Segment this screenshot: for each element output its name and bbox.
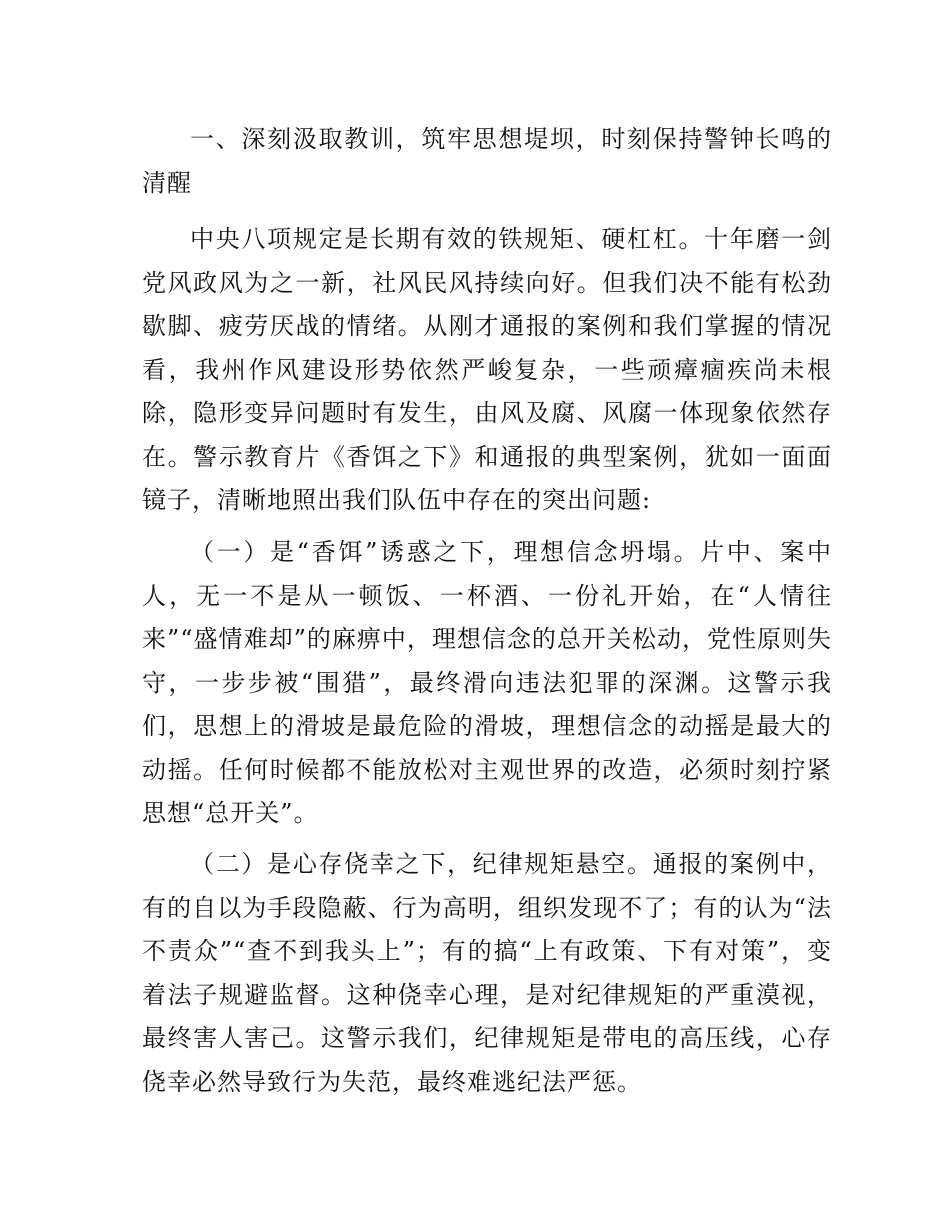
body-paragraph-point-2: （二）是心存侥幸之下，纪律规矩悬空。通报的案例中，有的自以为手段隐蔽、行为高明，组织发现不了；有的认为“法不责众”“查不到我头上”；有的搞“上有政策、下有对策”，变着法子规避监督。这种侥幸心理，是对纪律规矩的严重漠视，最终害人害己。这警示我们，纪律规矩是带电的高压线，心存侥幸必然导致行为失范，最终难逃纪法严惩。 bbox=[142, 850, 832, 1096]
body-paragraph-intro: 中央八项规定是长期有效的铁规矩、硬杠杠。十年磨一剑党风政风为之一新，社风民风持续向好。但我们决不能有松劲歇脚、疲劳厌战的情绪。从刚才通报的案例和我们掌握的情况看，我州作风建设形势依然严峻复杂，一些顽瘴痼疾尚未根除，隐形变异问题时有发生，由风及腐、风腐一体现象依然存在。警示教育片《香饵之下》和通报的典型案例，犹如一面面镜子，清晰地照出我们队伍中存在的突出问题: bbox=[142, 225, 832, 514]
section-heading: 一、深刻汲取教训，筑牢思想堤坝，时刻保持警钟长鸣的清醒 bbox=[142, 125, 832, 197]
body-paragraph-point-1: （一）是“香饵”诱惑之下，理想信念坍塌。片中、案中人，无一不是从一顿饭、一杯酒、一份礼开始，在“人情往来”“盛情难却”的麻痹中，理想信念的总开关松动，党性原则失守，一步步被“围猎”，最终滑向违法犯罪的深渊。这警示我们，思想上的滑坡是最危险的滑坡，理想信念的动摇是最大的动摇。任何时候都不能放松对主观世界的改造，必须时刻拧紧思想“总开关”。 bbox=[142, 538, 832, 827]
